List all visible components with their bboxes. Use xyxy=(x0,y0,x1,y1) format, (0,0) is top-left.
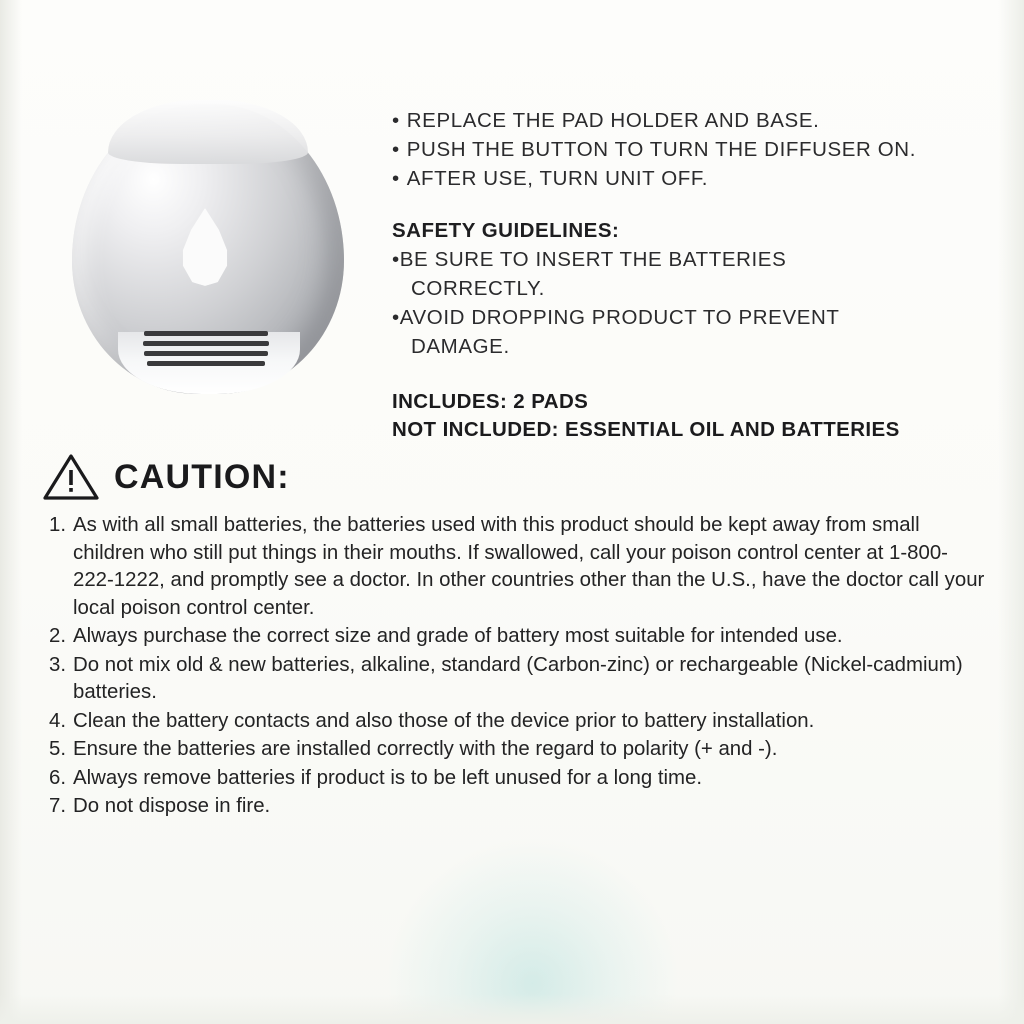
safety-bullet xyxy=(392,245,992,274)
list-item-text: Ensure the batteries are installed correctly with the regard to polarity (+ and -). xyxy=(73,738,778,760)
bullet-dot: • xyxy=(392,138,400,161)
bullet-dot: • xyxy=(392,306,400,329)
bullet-dot: • xyxy=(392,248,400,271)
list-item-number: 1. xyxy=(48,514,66,536)
panel-left-edge-shading xyxy=(0,0,22,1024)
caution-list xyxy=(40,512,988,822)
contents-block xyxy=(392,388,992,444)
instruction-bullet-text: AFTER USE, TURN UNIT OFF. xyxy=(406,167,709,190)
list-item-number: 6. xyxy=(48,766,66,789)
list-item-number: 4. xyxy=(48,709,66,732)
list-item-text: Do not dispose in fire. xyxy=(73,795,271,817)
list-item-number: 7. xyxy=(48,795,66,817)
diffuser-top-cap xyxy=(108,100,308,164)
list-item-text: Always remove batteries if product is to be left unused for a long time. xyxy=(73,766,703,789)
caution-header xyxy=(42,452,290,502)
instruction-bullet-text: PUSH THE BUTTON TO TURN THE DIFFUSER ON. xyxy=(406,138,917,161)
bullet-dot: • xyxy=(392,109,400,132)
list-item-text: As with all small batteries, the batteries used with this product should be kept away from small children who still put things in their mouths. If swallowed, call your poison control center at 1-800-222-1222, and promptly see a doctor. In other countries other than the U.S., have the doctor call your local poison control center. xyxy=(73,514,985,619)
list-item xyxy=(40,765,988,793)
list-item xyxy=(40,793,988,821)
list-item-text: Clean the battery contacts and also those of the device prior to battery installation. xyxy=(73,709,815,732)
list-item-number: 3. xyxy=(48,653,66,676)
panel-right-edge-shading xyxy=(998,0,1024,1024)
bullet-dot: • xyxy=(392,167,400,190)
list-item xyxy=(40,736,988,764)
instruction-bullet xyxy=(392,106,992,135)
list-item-number: 2. xyxy=(48,625,66,647)
list-item-text: Always purchase the correct size and grade of battery most suitable for intended use. xyxy=(73,625,843,647)
list-item-text: Do not mix old & new batteries, alkaline, standard (Carbon-zinc) or rechargeable (Nickel-cadmium) batteries. xyxy=(73,653,963,703)
instruction-bullet xyxy=(392,164,992,193)
safety-bullet-continuation: CORRECTLY. xyxy=(411,277,545,300)
instruction-bullet-text: REPLACE THE PAD HOLDER AND BASE. xyxy=(406,109,820,132)
caution-title: CAUTION: xyxy=(114,457,290,496)
list-item xyxy=(40,623,988,651)
includes-line: INCLUDES: 2 PADS xyxy=(392,390,589,413)
safety-guidelines-heading: SAFETY GUIDELINES: xyxy=(392,219,620,242)
list-item xyxy=(40,708,988,736)
safety-bullet-text: BE SURE TO INSERT THE BATTERIES xyxy=(399,248,787,271)
diffuser-vent-slots xyxy=(142,331,270,365)
instruction-bullet xyxy=(392,135,992,164)
safety-bullet-continuation: DAMAGE. xyxy=(411,335,510,358)
safety-bullet xyxy=(392,303,992,332)
not-included-line: NOT INCLUDED: ESSENTIAL OIL AND BATTERIES xyxy=(392,418,900,441)
list-item xyxy=(40,512,988,622)
diffuser-product-image xyxy=(72,100,348,400)
warning-triangle-icon xyxy=(42,452,100,502)
panel-bottom-edge-shading xyxy=(0,994,1024,1024)
instructions-column xyxy=(392,106,992,444)
list-item xyxy=(40,652,988,707)
list-item-number: 5. xyxy=(48,738,66,760)
safety-bullet-text: AVOID DROPPING PRODUCT TO PREVENT xyxy=(399,306,840,329)
